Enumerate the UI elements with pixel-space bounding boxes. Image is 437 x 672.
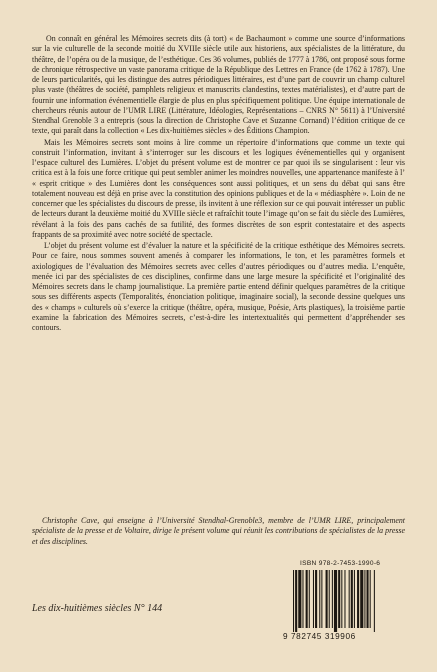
series-title: Les dix-huitièmes siècles N° 144 (32, 603, 163, 614)
barcode-bar (349, 570, 350, 628)
barcode-bar (338, 570, 340, 628)
barcode-digits: 9 782745 319906 (283, 632, 356, 641)
barcode-bar (357, 570, 359, 628)
barcode-bar (360, 570, 363, 628)
barcode-bar (313, 570, 314, 628)
barcode-bar (326, 570, 328, 628)
barcode-bar (319, 570, 320, 628)
paragraph-2: Mais les Mémoires secrets sont moins à lire comme un répertoire d’informations que comme un texte qui construit l’information, invitant à s’interroger sur les discours et les logiques événementielles qui y organisent l’espace culturel des Lumières. L’objet du présent volume est de montrer ce par quoi ils se singularisent : leur vis critica est à la fois une force critique qui peut sembler animer les moindres nouvelles, une appartenance manifeste à l’ « esprit critique » des Lumières dont les conséquences sont aussi politiques, et un sens du débat qui sans être totalement nouveau est déjà en prise avec la constitution des opinions publiques et de la « médiasphère ». Loin de ne concerner que les spécialistes du discours de presse, ils invitent à une réflexion sur ce qui pouvait intéresser un public de lecteurs durant la deuxième moitié du XVIIIe siècle et rafraîchit toute l’image qu’on se fait du siècle des Lumières, révélant à la fois des pans cachés de sa futilité, des formes discrètes de son esprit contestataire et des aspects frappants de sa proximité avec notre société de spectacle. (32, 137, 405, 239)
barcode-bar (293, 570, 294, 632)
barcode-bar (332, 570, 333, 628)
blurb-text (32, 34, 405, 334)
barcode-bar (309, 570, 310, 628)
barcode-bar (298, 570, 301, 628)
barcode-bar (364, 570, 365, 628)
barcode-bar (329, 570, 330, 628)
barcode-bar (302, 570, 303, 628)
barcode-bar (374, 570, 375, 632)
barcode-bar (367, 570, 369, 628)
paragraph-1: On connaît en général les Mémoires secrets dits (à tort) « de Bachaumont » comme une source d’informations sur la vie culturelle de la seconde moitié du XVIIIe siècle utile aux historiens, aux spécialistes de la littérature, du théâtre, de l’opéra ou de la musique, de l’esthétique. Ces 36 volumes, publiés de 1777 à 1786, ont proposé sous forme de chronique rétrospective un vaste panorama critique de la République des Lettres en France (de 1762 à 1787). Une de leurs particularités, qui les distingue des autres périodiques littéraires, est d’une part de couvrir un champ culturel plus vaste (théâtres de société, pamphlets religieux et manuscrits clandestins, textes matérialistes), et d’autre part de fournir une information événementielle élargie de plus en plus spécifiquement politique. Une équipe internationale de chercheurs réunis autour de l’UMR LIRE (Littérature, Idéologies, Représentations – CNRS N° 5611) à l’Université Stendhal Grenoble 3 a entrepris (sous la direction de Christophe Cave et Suzanne Cornand) l’édition critique de ce texte, qui paraît dans la collection « Les dix-huitièmes siècles » des Éditions Champion. (32, 34, 405, 136)
barcode-bar (344, 570, 345, 628)
barcode-bar (321, 570, 322, 628)
author-note: Christophe Cave, qui enseigne à l’Université Stendhal-Grenoble3, membre de l’UMR LIRE, principalement spécialiste de la presse et de Voltaire, dirige le présent volume qui réunit les contributions de spécialistes de la presse et des disciplines. (32, 516, 405, 546)
barcode-bar (354, 570, 355, 628)
barcode-bar (351, 570, 353, 628)
isbn-text: ISBN 978-2-7453-1990-6 (300, 560, 381, 567)
barcode-bar (315, 570, 317, 628)
barcode-block (271, 560, 407, 646)
barcode-bar (306, 570, 308, 628)
barcode-bar (334, 570, 337, 632)
barcode-icon (293, 570, 405, 632)
barcode-bar (295, 570, 297, 632)
barcode-bar (370, 570, 371, 628)
barcode-bar (341, 570, 342, 628)
paragraph-3: L’objet du présent volume est d’évaluer la nature et la spécificité de la critique esthétique des Mémoires secrets. Pour ce faire, nous sommes souvent amenés à comparer les informations, le ton, et les paramètres formels et axiologiques de l’évaluation des Mémoires secrets avec celles d’autres périodiques ou d’autres media. L’enquête, menée ici par des spécialistes de ces disciplines, confirme dans une large mesure la spécificité et l’originalité des Mémoires secrets dans le champ journalistique. La première partie entend définir quelques paramètres de la critique sous ses différents aspects (Temporalités, énonciation politique, imaginaire social), la seconde dessine quelques uns des « champs » culturels où s’exerce la critique (théâtre, opéra, musique, Poésie, Arts plastiques), la troisième partie examine la fabrication des Mémoires secrets, c’est-à-dire les intertextualités qui permettent d’appréhender ses contours. (32, 241, 405, 332)
